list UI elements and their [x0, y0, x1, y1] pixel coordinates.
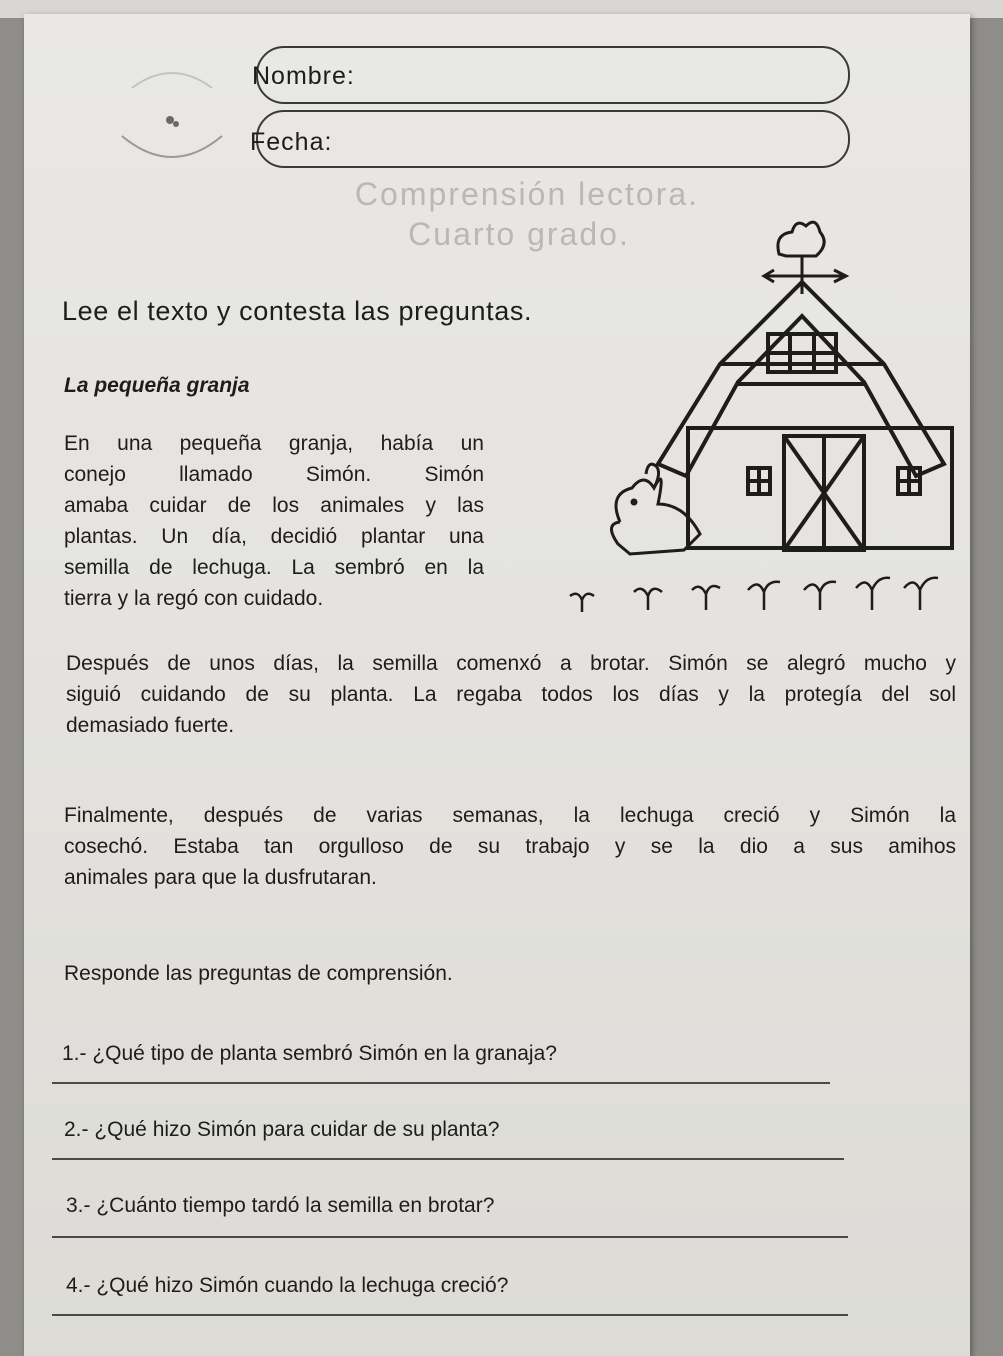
name-label: Nombre: — [252, 62, 355, 90]
answer-line-4[interactable] — [52, 1314, 848, 1316]
worksheet-title: Comprensión lectora. — [354, 176, 700, 212]
date-field-box[interactable] — [256, 110, 850, 168]
school-logo-icon — [112, 58, 232, 170]
story-line: Después de unos días, la semilla comenxó a brotar. Simón se alegró mucho y — [66, 652, 956, 675]
story-line: animales para que la dusfrutaran. — [64, 866, 377, 889]
story-line: Finalmente, después de varias semanas, la lechuga creció y Simón la — [64, 804, 956, 827]
story-line: demasiado fuerte. — [66, 714, 235, 737]
story-title: La pequeña granja — [64, 374, 250, 397]
question-2: 2.- ¿Qué hizo Simón para cuidar de su planta? — [64, 1118, 500, 1141]
question-1: 1.- ¿Qué tipo de planta sembró Simón en la granaja? — [62, 1042, 557, 1065]
instruction-text: Lee el texto y contesta las preguntas. — [62, 296, 533, 326]
question-3: 3.- ¿Cuánto tiempo tardó la semilla en brotar? — [66, 1194, 495, 1217]
sprout-row — [570, 578, 938, 612]
worksheet — [24, 14, 970, 1356]
sprout-icon — [634, 589, 662, 610]
sprout-icon — [904, 578, 938, 610]
story-line: cosechó. Estaba tan orgulloso de su trabajo y se la dio a sus amihos — [64, 835, 956, 858]
sprout-icon — [570, 594, 594, 612]
sprout-icon — [748, 582, 780, 610]
story-line: plantas. Un día, decidió plantar una — [64, 525, 484, 548]
story-line: tierra y la regó con cuidado. — [64, 587, 324, 610]
question-4: 4.- ¿Qué hizo Simón cuando la lechuga creció? — [66, 1274, 509, 1297]
questions-heading: Responde las preguntas de comprensión. — [64, 962, 453, 985]
answer-line-3[interactable] — [52, 1236, 848, 1238]
sprout-icon — [692, 586, 720, 610]
story-line: amaba cuidar de los animales y las — [64, 494, 484, 517]
barn-icon — [658, 282, 952, 550]
story-paragraph-2 — [66, 648, 956, 741]
story-paragraph-3 — [64, 800, 956, 893]
answer-line-1[interactable] — [52, 1082, 830, 1084]
story-paragraph-1 — [64, 428, 484, 614]
story-line: siguió cuidando de su planta. La regaba todos los días y la protegía del sol — [66, 683, 956, 706]
sprout-icon — [804, 582, 836, 610]
answer-line-2[interactable] — [52, 1158, 844, 1160]
story-line: En una pequeña granja, había un — [64, 432, 484, 455]
date-label: Fecha: — [250, 128, 333, 156]
story-line: conejo llamado Simón. Simón — [64, 463, 484, 486]
story-line: semilla de lechuga. La sembró en la — [64, 556, 484, 579]
sprout-icon — [856, 578, 890, 610]
barn-illustration — [534, 204, 954, 624]
worksheet-subtitle: Cuarto grado. — [408, 216, 630, 252]
